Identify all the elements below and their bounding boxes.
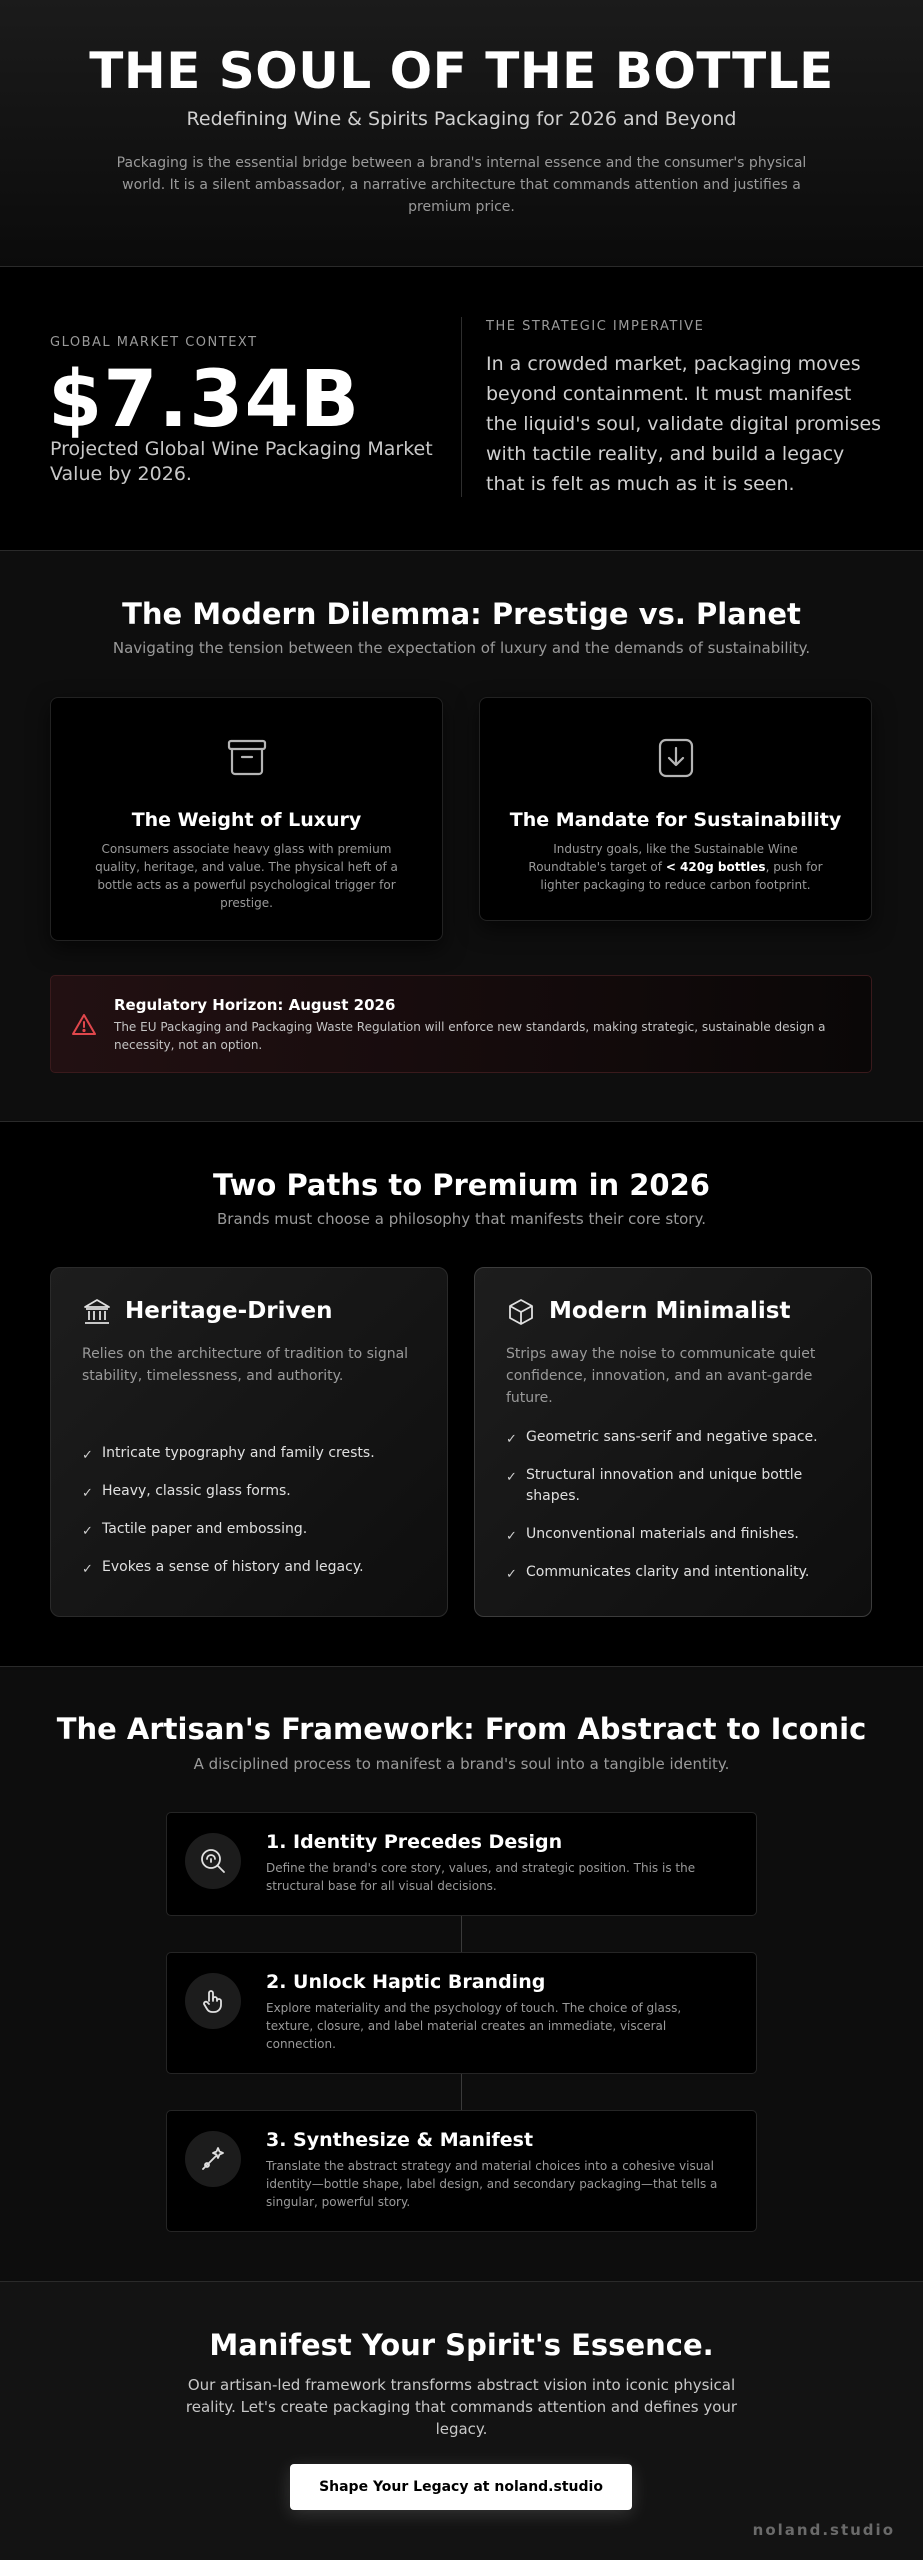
modern-list <box>506 1427 846 1600</box>
list-item: ✓ Heavy, classic glass forms. <box>82 1481 422 1502</box>
step-title: 2. Unlock Haptic Branding <box>266 1971 546 1993</box>
framework-step-synthesize <box>166 2110 757 2232</box>
check-icon: ✓ <box>82 1562 93 1577</box>
paths-subtitle: Brands must choose a philosophy that manifests their core story. <box>217 1210 706 1228</box>
imperative-text: In a crowded market, packaging moves beyond containment. It must manifest the liquid's soul, validate digital promises with tactile reality, and build a legacy that is felt as much as it is seen. <box>486 353 882 495</box>
list-item: ✓ Geometric sans-serif and negative space. <box>506 1427 846 1448</box>
bank-building-icon <box>83 1298 111 1326</box>
shape-legacy-button[interactable]: Shape Your Legacy at noland.studio <box>290 2464 632 2510</box>
step-text: Define the brand's core story, values, and strategic position. This is the structural base for all visual decisions. <box>266 1861 696 1893</box>
list-item: ✓ Tactile paper and embossing. <box>82 1519 422 1540</box>
sustainability-text: Industry goals, like the Sustainable Wine Roundtable's target of < 420g bottles, push for lighter packaging to reduce carbon footprint. <box>528 842 823 892</box>
magic-wand-icon <box>199 2145 227 2173</box>
check-icon: ✓ <box>506 1529 517 1544</box>
dilemma-title: The Modern Dilemma: Prestige vs. Planet <box>122 597 801 631</box>
check-icon: ✓ <box>82 1524 93 1539</box>
heritage-description: Relies on the architecture of tradition to signal stability, timelessness, and authority. <box>82 1346 409 1384</box>
list-item: ✓ Communicates clarity and intentionality. <box>506 1562 846 1583</box>
step-text: Explore materiality and the psychology of touch. The choice of glass, texture, closure, and label material creates an immediate, visceral connection. <box>266 2001 682 2051</box>
check-icon: ✓ <box>82 1486 93 1501</box>
sustainability-title: The Mandate for Sustainability <box>509 809 842 831</box>
cta-title: Manifest Your Spirit's Essence. <box>209 2328 714 2362</box>
market-value: $7.34B <box>48 355 361 445</box>
modern-description: Strips away the noise to communicate quiet confidence, innovation, and an avant-garde future. <box>506 1346 816 1406</box>
framework-section <box>0 1666 923 2281</box>
step-icon-circle <box>185 1973 241 2029</box>
step-title: 3. Synthesize & Manifest <box>266 2129 534 2151</box>
step-connector <box>461 1916 462 1952</box>
regulatory-text: The EU Packaging and Packaging Waste Regulation will enforce new standards, making strategic, sustainable design a necessity, not an option. <box>114 1020 826 1052</box>
cube-icon <box>507 1298 535 1326</box>
modern-card <box>474 1267 872 1617</box>
download-box-icon <box>654 736 698 780</box>
heritage-list <box>82 1443 422 1595</box>
market-label: GLOBAL MARKET CONTEXT <box>50 335 258 350</box>
cta-text: Our artisan-led framework transforms abstract vision into iconic physical reality. Let's create packaging that commands attention and defines your legacy. <box>185 2376 738 2438</box>
heritage-title: Heritage-Driven <box>125 1298 333 1324</box>
framework-step-identity <box>166 1812 757 1916</box>
brand-watermark: noland.studio <box>752 2521 895 2539</box>
step-icon-circle <box>185 2131 241 2187</box>
check-icon: ✓ <box>506 1470 517 1485</box>
hero-description: Packaging is the essential bridge between a brand's internal essence and the consumer's physical world. It is a silent ambassador, a narrative architecture that commands attention and justifies a premium price. <box>116 155 807 215</box>
market-caption: Projected Global Wine Packaging Market Value by 2026. <box>50 438 433 485</box>
luxury-title: The Weight of Luxury <box>131 809 362 831</box>
list-item: ✓ Unconventional materials and finishes. <box>506 1524 846 1545</box>
market-divider <box>461 317 462 497</box>
imperative-label: THE STRATEGIC IMPERATIVE <box>486 319 705 334</box>
check-icon: ✓ <box>82 1448 93 1463</box>
archive-box-icon <box>225 736 269 780</box>
dilemma-subtitle: Navigating the tension between the expectation of luxury and the demands of sustainability. <box>112 639 811 657</box>
check-icon: ✓ <box>506 1432 517 1447</box>
page-title: THE SOUL OF THE BOTTLE <box>89 42 834 100</box>
modern-title: Modern Minimalist <box>549 1298 791 1324</box>
dilemma-section <box>0 550 923 1121</box>
heritage-card <box>50 1267 448 1617</box>
list-item: ✓ Structural innovation and unique bottle shapes. <box>506 1467 803 1504</box>
list-item: ✓ Intricate typography and family crests. <box>82 1443 422 1464</box>
step-title: 1. Identity Precedes Design <box>266 1831 563 1853</box>
cta-section <box>0 2281 923 2560</box>
market-section <box>0 266 923 550</box>
paths-section <box>0 1121 923 1666</box>
warning-triangle-icon <box>71 1012 97 1038</box>
framework-subtitle: A disciplined process to manifest a brand's soul into a tangible identity. <box>193 1755 730 1773</box>
hero-section <box>0 0 923 266</box>
fingerprint-search-icon <box>199 1847 227 1875</box>
page-subtitle: Redefining Wine & Spirits Packaging for 2026 and Beyond <box>186 108 737 130</box>
regulatory-banner <box>50 975 872 1073</box>
touch-hand-icon <box>199 1987 227 2015</box>
check-icon: ✓ <box>506 1567 517 1582</box>
sustainability-card <box>479 697 872 921</box>
list-item: ✓ Evokes a sense of history and legacy. <box>82 1557 422 1578</box>
step-icon-circle <box>185 1833 241 1889</box>
regulatory-title: Regulatory Horizon: August 2026 <box>114 996 396 1014</box>
luxury-card <box>50 697 443 941</box>
paths-title: Two Paths to Premium in 2026 <box>213 1168 710 1202</box>
framework-title: The Artisan's Framework: From Abstract to Iconic <box>56 1712 867 1746</box>
luxury-text: Consumers associate heavy glass with premium quality, heritage, and value. The physical heft of a bottle acts as a powerful psychological trigger for prestige. <box>95 842 398 910</box>
bottle-weight-target: < 420g bottles <box>665 860 766 874</box>
step-connector <box>461 2074 462 2110</box>
framework-step-haptic <box>166 1952 757 2074</box>
step-text: Translate the abstract strategy and material choices into a cohesive visual identity—bottle shape, label design, and secondary packaging—that tells a singular, powerful story. <box>266 2159 718 2209</box>
